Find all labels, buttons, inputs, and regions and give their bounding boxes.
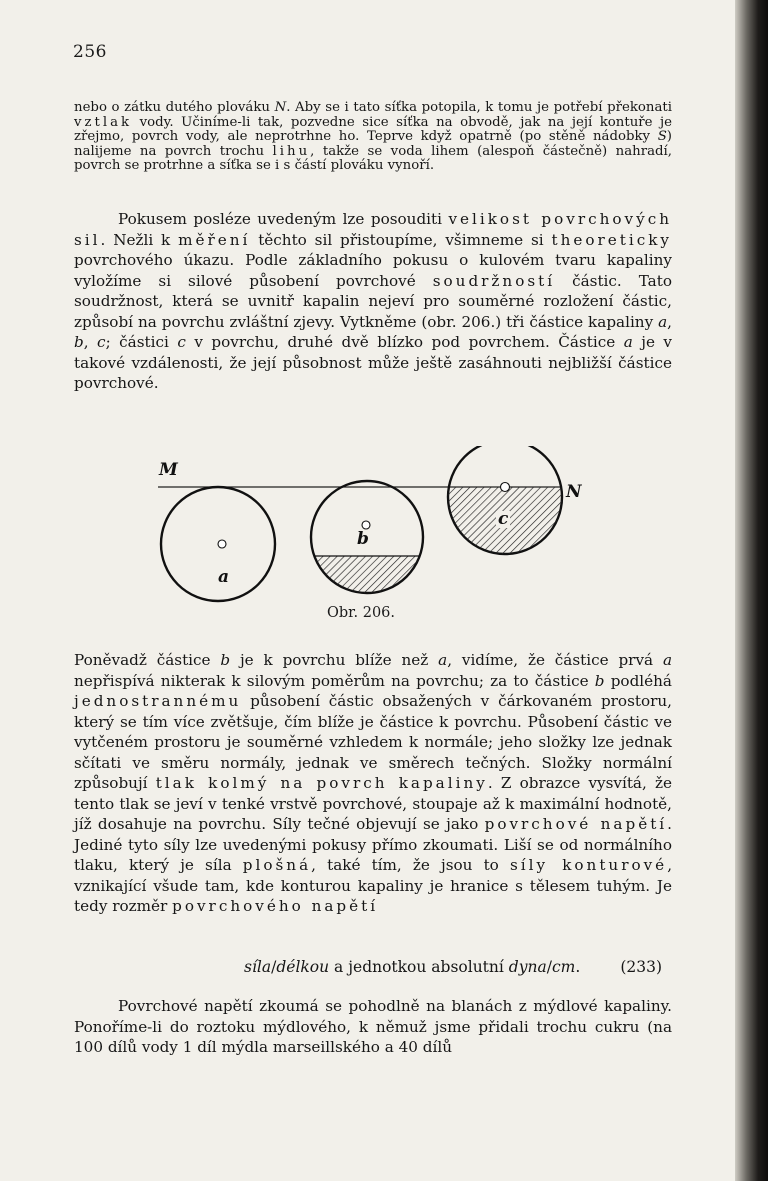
spaced-term-povrchoveho-napeti: povrchového napětí (172, 897, 379, 915)
label-n: N (566, 482, 582, 502)
spaced-term-sily-konturove: síly konturové (509, 856, 668, 874)
spaced-term-velikost: velikost povrchových sil (74, 210, 672, 249)
label-m: M (159, 460, 178, 480)
page-number: 256 (73, 42, 107, 62)
spaced-term-tlak-kolmy: tlak kolmý na povrch kapaliny (155, 774, 488, 792)
book-gutter-shadow (735, 0, 768, 1181)
label-c: c (498, 509, 509, 529)
spaced-term-povrchove-napeti: povrchové napětí (484, 815, 668, 833)
particle-a (218, 540, 226, 548)
hatched-region-b (300, 556, 440, 606)
spaced-term-vztlak: vztlak (74, 114, 133, 130)
particle-b (362, 521, 370, 529)
figure-caption: Obr. 206. (327, 605, 396, 621)
equation-233 (74, 958, 672, 982)
equation-number: (233) (620, 958, 662, 976)
equation-formula: síla/délkou a jednotkou absolutní dyna/cm. (244, 958, 581, 976)
vessel-label-s: S (657, 129, 667, 145)
spaced-term-soudrznosti: soudržností (432, 271, 556, 290)
label-a: a (218, 567, 230, 587)
spaced-term-lihu: lihu (272, 143, 311, 159)
spaced-term-jednostrannemu: jednostrannému (74, 692, 242, 710)
spaced-term-plosna: plošná (242, 856, 312, 874)
paragraph-surface-forces: Pokusem posléze uvedeným lze posouditi velikost povrchových sil. Nežli k měření těchto sil přistoupíme, všimneme si theoreticky povrchového úkazu. Podle základního pokusu o kulovém tvaru kapaliny vyložíme si silové působení povrchové soudržností částic. Tato soudržnost, která se uvnitř kapalin nejeví pro souměrné rozložení částic, způsobí na povrchu zvláštní zjevy. Vytkněme (obr. 206.) tři částice kapaliny a, b, c; částici c v povrchu, druhé dvě blízko pod povrchem. Částice a je v takové vzdálenosti, že její působnost může ještě zasáhnouti nejbližší částice povrchové. (74, 210, 673, 392)
spaced-term-mereni: měření (178, 230, 251, 249)
paragraph-soap-film: Povrchové napětí zkoumá se pohodlně na blanách z mýdlové kapaliny. Ponoříme-li do roztoku mýdlového, k němuž jsme přidali trochu cukru (na 100 dílů vody 1 díl mýdla marseillského a 40 dílů (74, 997, 672, 1056)
paragraph-tangent-forces: Poněvadž částice b je k povrchu blíže než a, vidíme, že částice prvá a nepřispívá nikterak k silovým poměrům na povrchu; za to částice b podléhá jednostrannému působení částic obsažených v čárkovaném prostoru, který se tím více zvětšuje, čím blíže je částice k povrchu. Působení částic ve vytčeném prostoru je souměrné vzhledem k normále; jeho složky lze jednak sčítati ve směru normály, jednak ve směrech tečných. Složky normální způsobují tlak kolmý na povrch kapaliny. Z obrazce vysvítá, že tento tlak se jeví v tenké vrstvě povrchové, stoupaje až k maximální hodnotě, jíž dosahuje na povrchu. Síly tečné objevují se jako povrchové napětí. Jediné tyto síly lze uvedenými pokusy přímo zkoumati. Liší se od normálního tlaku, který je síla plošná, také tím, že jsou to síly konturové, vznikající všude tam, kde konturou kapaliny je hranice s tělesem tuhým. Je tedy rozměr povrchového napětí (74, 651, 673, 915)
float-label-n: N (274, 100, 287, 115)
paragraph-small-print: nebo o zátku dutého plováku N. Aby se i tato síťka potopila, k tomu je potřebí překonati vztlak vody. Učiníme-li tak, pozvedne sice síťka na obvodě, jak na její kontuře je zřejmo, povrch vody, ale neprotrhne ho. Teprve když opatrně (po stěně nádobky S) nalijeme na povrch trochu lihu, takže se voda lihem (alespoň částečně) nahradí, povrch se protrhne a síťka se i s částí plováku vynoří. (74, 100, 672, 174)
label-b: b (357, 529, 369, 549)
spaced-term-theoreticky: theoreticky (551, 230, 672, 249)
particle-c (501, 483, 510, 492)
